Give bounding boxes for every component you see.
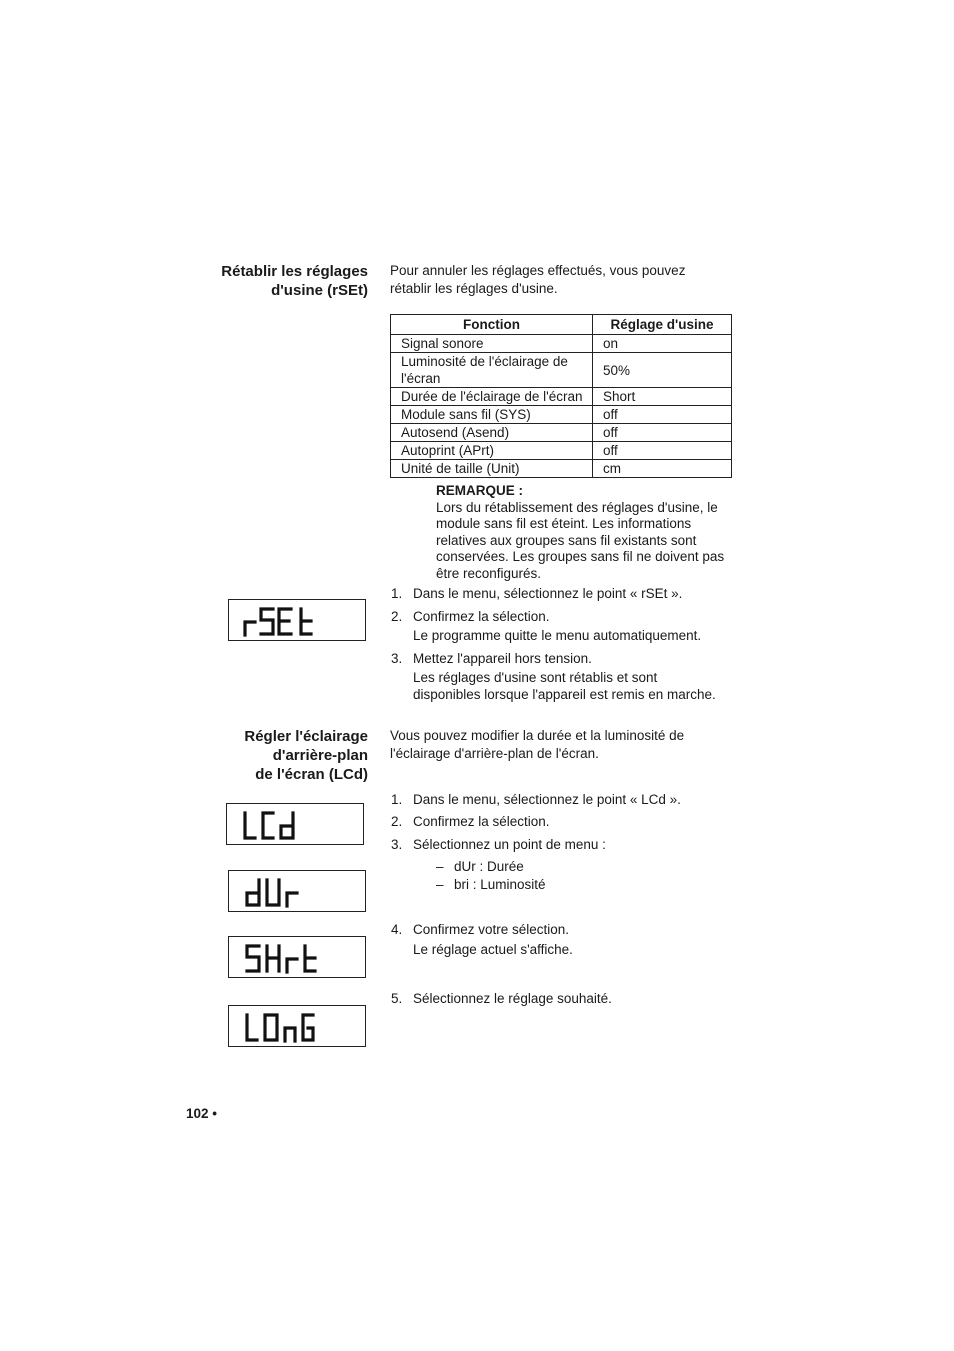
lcd-display-dur [228, 870, 366, 912]
lcd-lcd-glyphs [227, 804, 363, 844]
step-subtext: Le programme quitte le menu automatiquement. [413, 628, 702, 643]
step-number: 1. [391, 586, 403, 601]
heading-line: de l'écran (LCd) [255, 766, 368, 783]
note-line: être reconfigurés. [436, 565, 542, 581]
step-number: 3. [391, 651, 403, 666]
table-row [391, 406, 732, 424]
section-heading-rset [168, 262, 368, 300]
section-heading-lcd [168, 727, 368, 784]
option-dash: – [436, 859, 444, 874]
step-number: 2. [391, 609, 403, 624]
table-cell: Autoprint (APrt) [391, 442, 593, 460]
heading-line: d'usine (rSEt) [271, 282, 368, 299]
note-line: conservées. Les groupes sans fil ne doivent pas [436, 549, 725, 564]
note-line: relatives aux groupes sans fil existants sont [436, 532, 697, 548]
table-cell: Short [593, 388, 732, 406]
lcd-long-glyphs [229, 1006, 365, 1046]
step-number: 2. [391, 814, 403, 829]
table-cell: off [593, 424, 732, 442]
table-row [391, 442, 732, 460]
note-box [436, 483, 736, 582]
table-row [391, 335, 732, 353]
step-subtext: Le réglage actuel s'affiche. [413, 942, 573, 957]
intro-line: Pour annuler les réglages effectués, vous pouvez [390, 263, 686, 278]
table-cell [391, 353, 593, 388]
option-dash: – [436, 877, 444, 892]
intro-line: rétablir les réglages d'usine. [390, 281, 558, 296]
note-title: REMARQUE : [436, 483, 523, 498]
cell-line: l'écran [401, 371, 441, 386]
step-text: Sélectionnez un point de menu : [413, 837, 606, 852]
table-cell: Signal sonore [391, 335, 593, 353]
section-intro-rset [390, 262, 740, 298]
heading-line: d'arrière-plan [272, 747, 368, 764]
intro-line: l'éclairage d'arrière-plan de l'écran. [390, 746, 599, 761]
table-cell: off [593, 406, 732, 424]
table-cell: Autosend (Asend) [391, 424, 593, 442]
option-item: bri : Luminosité [454, 877, 546, 892]
table-row [391, 460, 732, 478]
lcd-dur-glyphs [229, 871, 365, 911]
intro-line: Vous pouvez modifier la durée et la luminosité de [390, 728, 685, 743]
lcd-display-long [228, 1005, 366, 1047]
step-text: Dans le menu, sélectionnez le point « LCd ». [413, 792, 681, 807]
heading-line: Régler l'éclairage [244, 728, 368, 745]
step-number: 1. [391, 792, 403, 807]
step-subtext: disponibles lorsque l'appareil est remis en marche. [413, 687, 716, 702]
lcd-display-shrt [228, 936, 366, 978]
step-text: Confirmez votre sélection. [413, 922, 570, 937]
step-text: Dans le menu, sélectionnez le point « rSEt ». [413, 586, 683, 601]
step-number: 5. [391, 991, 403, 1006]
table-cell: Module sans fil (SYS) [391, 406, 593, 424]
lcd-rset-glyphs [229, 600, 365, 640]
lcd-display-lcd [226, 803, 364, 845]
table-cell: off [593, 442, 732, 460]
step-number: 4. [391, 922, 403, 937]
step-subtext: Les réglages d'usine sont rétablis et sont [413, 670, 658, 685]
page-number: 102 • [186, 1106, 218, 1121]
lcd-shrt-glyphs [229, 937, 365, 977]
step-text: Sélectionnez le réglage souhaité. [413, 991, 612, 1006]
table-row [391, 424, 732, 442]
step-text: Confirmez la sélection. [413, 814, 550, 829]
note-line: module sans fil est éteint. Les informations [436, 516, 692, 531]
table-header-row [391, 315, 732, 335]
factory-settings-table [390, 314, 732, 478]
option-item: dUr : Durée [454, 859, 524, 874]
section-intro-lcd [390, 727, 740, 763]
lcd-display-rset [228, 599, 366, 641]
note-line: Lors du rétablissement des réglages d'usine, le [436, 499, 718, 515]
step-number: 3. [391, 837, 403, 852]
table-cell: 50% [593, 353, 732, 388]
table-header: Fonction [391, 315, 593, 335]
heading-line: Rétablir les réglages [221, 263, 368, 280]
table-row [391, 388, 732, 406]
table-header: Réglage d'usine [593, 315, 732, 335]
step-text: Confirmez la sélection. [413, 609, 550, 624]
table-cell: cm [593, 460, 732, 478]
step-text: Mettez l'appareil hors tension. [413, 651, 592, 666]
table-cell: on [593, 335, 732, 353]
cell-line: Luminosité de l'éclairage de [401, 354, 568, 369]
table-row [391, 353, 732, 388]
table-cell: Unité de taille (Unit) [391, 460, 593, 478]
table-cell: Durée de l'éclairage de l'écran [391, 388, 593, 406]
